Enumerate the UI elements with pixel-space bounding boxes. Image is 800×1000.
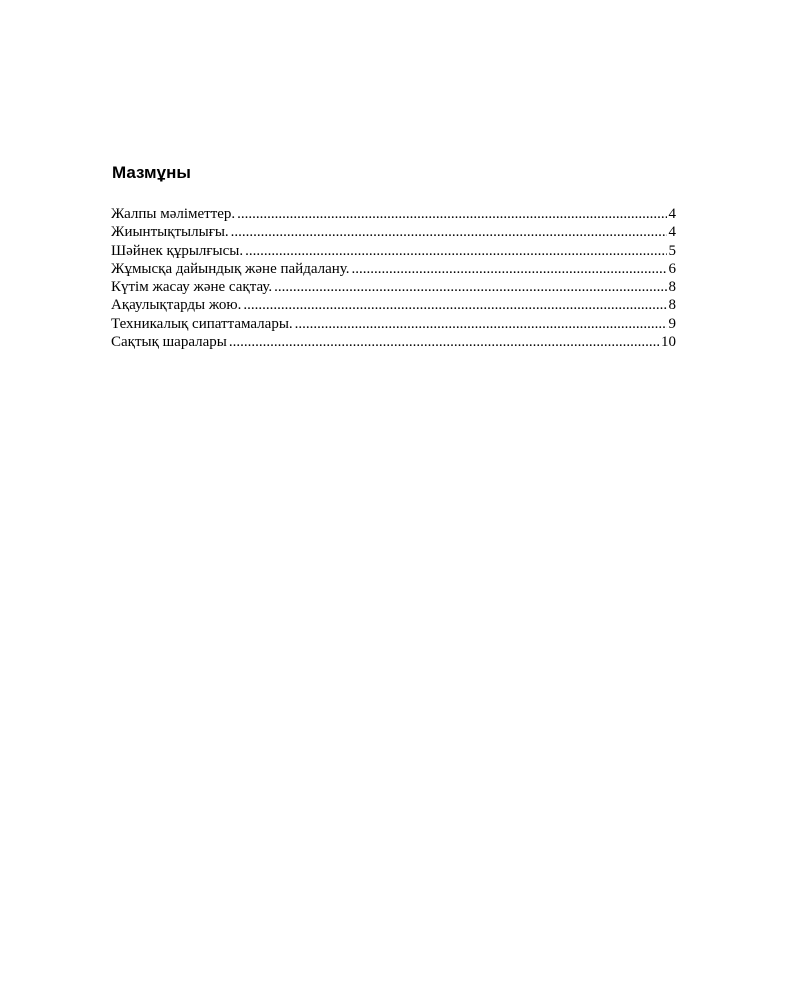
toc-entry-label: Күтім жасау және сақтау. <box>111 279 273 296</box>
toc-entry-label: Жұмысқа дайындық және пайдалану. <box>111 260 350 277</box>
toc-entry-page: 8 <box>668 297 676 314</box>
toc-entry <box>111 243 676 261</box>
toc-dot-leader <box>274 279 666 296</box>
toc-entry <box>111 224 676 242</box>
toc-dot-leader <box>352 261 667 278</box>
toc-entry-label: Жиынтықтылығы. <box>111 224 229 241</box>
toc-entry <box>111 297 676 315</box>
toc-title: Мазмұны <box>112 163 191 182</box>
toc-entry-label: Сақтық шаралары <box>111 334 227 351</box>
toc-dot-leader <box>295 316 667 333</box>
toc-entry-page: 4 <box>668 206 676 222</box>
toc-entry-page: 8 <box>668 279 676 296</box>
toc-entry <box>111 206 676 224</box>
toc-dot-leader <box>231 224 667 241</box>
toc-entry-label: Шәйнек құрылғысы. <box>111 242 244 259</box>
toc-entry <box>111 334 676 352</box>
toc-entry <box>111 316 676 334</box>
toc-dot-leader <box>229 334 659 351</box>
toc-entry-page: 10 <box>661 334 676 351</box>
toc-list <box>111 206 676 352</box>
toc-entry-page: 9 <box>668 315 676 332</box>
toc-entry-page: 6 <box>668 260 676 277</box>
toc-entry-label: Жалпы мәліметтер. <box>111 206 236 222</box>
toc-entry-page: 4 <box>668 224 676 241</box>
toc-entry-label: Ақаулықтарды жою. <box>111 297 242 314</box>
toc-entry-label: Техникалық сипаттамалары. <box>111 315 293 332</box>
toc-dot-leader <box>245 243 666 260</box>
toc-dot-leader <box>237 206 666 223</box>
toc-entry <box>111 279 676 297</box>
toc-dot-leader <box>243 297 666 314</box>
toc-entry-page: 5 <box>668 242 676 259</box>
toc-entry <box>111 261 676 279</box>
